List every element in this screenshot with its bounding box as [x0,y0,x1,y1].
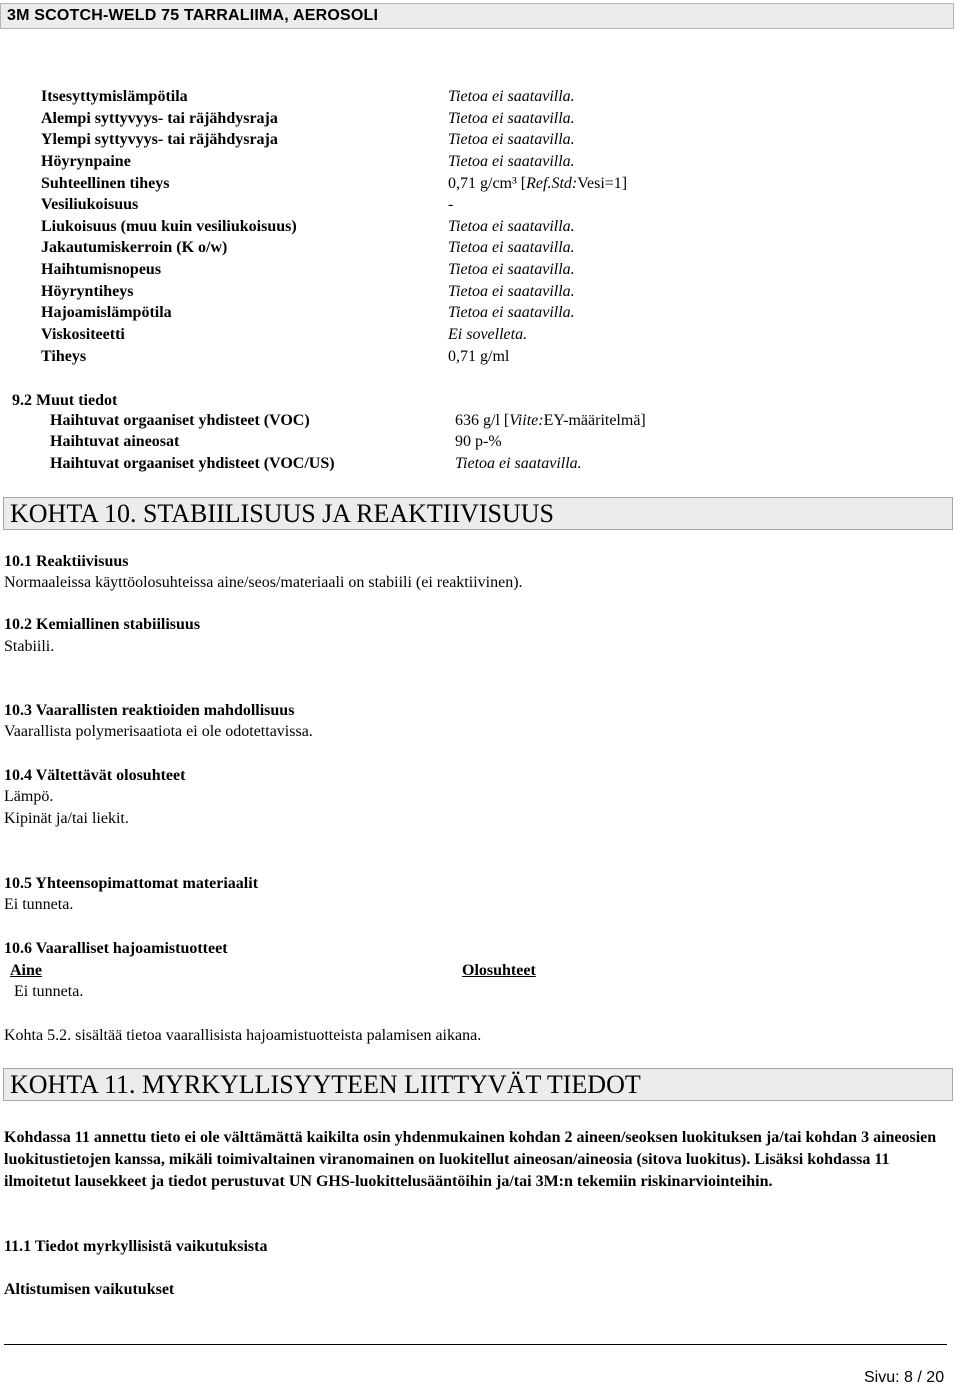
property-label: Höyrynpaine [41,153,131,170]
document-header-bar [0,3,954,29]
other-info-value [455,411,646,431]
property-value: Tietoa ei saatavilla. [448,131,575,148]
property-value: Tietoa ei saatavilla. [448,218,575,235]
subsection-heading: 10.4 Vältettävät olosuhteet [4,767,186,784]
section-intro-paragraph: Kohdassa 11 annettu tieto ei ole välttämättä kaikilta osin yhdenmukainen kohdan 2 aineen/seoksen luokituksen ja/tai kohdan 3 aineosien luokitustietojen kanssa, mikäli toimivaltainen viranomainen on luokitellut aineosan/aineosia (sitova luokitus). Lisäksi kohdassa 11 ilmoitetut lausekkeet ja tiedot perustuvat UN GHS-luokittelusääntöihin ja/tai 3M:n tekemiin riskinarviointeihin. [4,1129,937,1190]
property-label: Viskositeetti [41,326,125,343]
property-value: Tietoa ei saatavilla. [448,110,575,127]
property-value: Tietoa ei saatavilla. [448,153,575,170]
page-label: Sivu: [864,1369,900,1386]
value-suffix: Vesi=1] [577,175,628,192]
subsection-text: Kipinät ja/tai liekit. [4,810,129,827]
subsection-heading: 10.3 Vaarallisten reaktioiden mahdollisuus [4,702,295,719]
value-prefix: 0,71 g/cm³ [ [448,175,527,192]
subsection-heading: 10.2 Kemiallinen stabiilisuus [4,616,201,633]
page-separator: / [917,1369,922,1386]
table-cell: Ei tunneta. [14,983,84,1000]
subsection-text: Stabiili. [4,638,55,655]
property-value [448,174,627,194]
document-title: 3M SCOTCH-WELD 75 TARRALIIMA, AEROSOLI [7,7,379,24]
section-title: KOHTA 10. STABIILISUUS JA REAKTIIVISUUS [10,499,555,528]
property-label: Hajoamislämpötila [41,304,172,321]
subsection-text: Lämpö. [4,788,54,805]
property-label: Jakautumiskerroin (K o/w) [41,239,228,256]
property-value: Ei sovelleta. [448,326,528,343]
property-label: Höyryntiheys [41,283,134,300]
property-value: Tietoa ei saatavilla. [448,304,575,321]
subsection-heading: 11.1 Tiedot myrkyllisistä vaikutuksista [4,1238,268,1255]
section-title: KOHTA 11. MYRKYLLISYYTEEN LIITTYVÄT TIEDOT [10,1070,641,1099]
page-number [864,1368,944,1388]
subsection-text: Vaarallista polymerisaatiota ei ole odotettavissa. [4,723,313,740]
other-info-value: 90 p-% [455,433,502,450]
subsection-heading: 10.5 Yhteensopimattomat materiaalit [4,875,259,892]
subsection-heading: Altistumisen vaikutukset [4,1281,175,1298]
property-label: Suhteellinen tiheys [41,175,170,192]
property-value: 0,71 g/ml [448,348,510,365]
other-info-label: Haihtuvat aineosat [50,433,180,450]
table-column-header: Olosuhteet [462,962,536,979]
value-ref: Viite: [509,412,544,429]
total-pages: 20 [926,1369,945,1386]
subsection-heading: 9.2 Muut tiedot [12,392,118,409]
property-value: Tietoa ei saatavilla. [448,88,575,105]
value-prefix: 636 g/l [ [455,412,510,429]
other-info-value: Tietoa ei saatavilla. [455,455,582,472]
property-value: Tietoa ei saatavilla. [448,239,575,256]
property-value: Tietoa ei saatavilla. [448,261,575,278]
property-label: Liukoisuus (muu kuin vesiliukoisuus) [41,218,297,235]
other-info-label: Haihtuvat orgaaniset yhdisteet (VOC/US) [50,455,335,472]
section-note: Kohta 5.2. sisältää tietoa vaarallisista hajoamistuotteista palamisen aikana. [4,1027,482,1044]
property-label: Itsesyttymislämpötila [41,88,188,105]
subsection-heading: 10.6 Vaaralliset hajoamistuotteet [4,940,228,957]
property-value: - [448,196,454,213]
subsection-text: Normaaleissa käyttöolosuhteissa aine/seos/materiaali on stabiili (ei reaktiivinen). [4,574,523,591]
other-info-label: Haihtuvat orgaaniset yhdisteet (VOC) [50,412,310,429]
section-11-header [3,1068,953,1101]
table-column-header: Aine [10,962,42,979]
property-label: Vesiliukoisuus [41,196,139,213]
subsection-text: Ei tunneta. [4,896,74,913]
value-ref: Ref.Std: [526,175,578,192]
property-label: Tiheys [41,348,87,365]
property-label: Alempi syttyvyys- tai räjähdysraja [41,110,278,127]
section-10-header [3,497,953,530]
footer-divider [4,1344,947,1345]
property-value: Tietoa ei saatavilla. [448,283,575,300]
subsection-heading: 10.1 Reaktiivisuus [4,553,129,570]
current-page: 8 [904,1369,913,1386]
property-label: Haihtumisnopeus [41,261,162,278]
value-suffix: EY-määritelmä] [543,412,646,429]
property-label: Ylempi syttyvyys- tai räjähdysraja [41,131,278,148]
